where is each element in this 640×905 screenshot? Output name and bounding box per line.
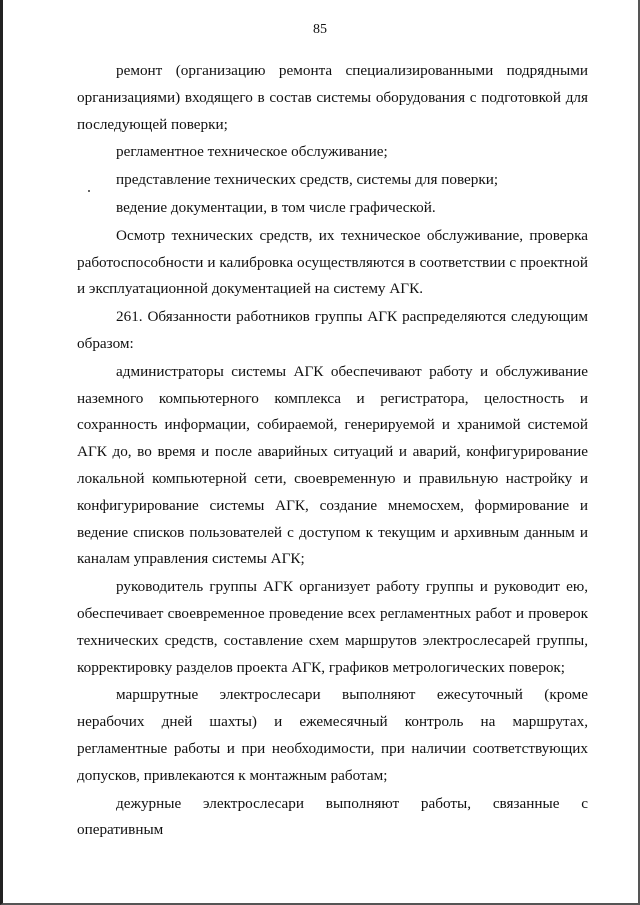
paragraph-route-electricians: маршрутные электрослесари выполняют ежесуточный (кроме нерабочих дней шахты) и ежемесячный контроль на маршрутах, регламентные работы и при необходимости, при наличии соответствующих допусков, привлекаются к монтажным работам;: [77, 686, 588, 784]
page-number: 85: [313, 22, 327, 37]
paragraph-261-duties: 261. Обязанности работников группы АГК распределяются следующим образом:: [77, 308, 588, 352]
paragraph-group-leader: руководитель группы АГК организует работу группы и руководит ею, обеспечивает своевременное проведение всех регламентных работ и проверок технических средств, составление схем маршрутов электрослесарей группы, корректировку разделов проекта АГК, графиков метрологических поверок;: [77, 578, 588, 676]
paragraph-inspection: Осмотр технических средств, их техническое обслуживание, проверка работоспособности и калибровка осуществляются в соответствии с проектной и эксплуатационной документацией на систему АГК.: [77, 226, 588, 298]
paragraph-duty-electricians: дежурные электрослесари выполняют работы, связанные с оперативным: [77, 794, 588, 839]
paragraph-verification: представление технических средств, системы для поверки;: [116, 171, 499, 189]
paragraph-maintenance: регламентное техническое обслуживание;: [116, 143, 388, 161]
paragraph-administrators: администраторы системы АГК обеспечивают работу и обслуживание наземного компьютерного комплекса и регистратора, целостность и сохранность информации, собираемой, генерируемой и хранимой системой АГК до, во время и после аварийных ситуаций и аварий, конфигурирование локальной компьютерной сети, своевременную и правильную настройку и конфигурирование системы АГК, создание мнемосхем, формирование и ведение списков пользователей с доступом к текущим и архивным данным и каналам управления системы АГК;: [77, 362, 588, 568]
paragraph-repair: ремонт (организацию ремонта специализированными подрядными организациями) входящего в состав системы оборудования с подготовкой для последующей поверки;: [77, 62, 588, 133]
page-body: [77, 58, 588, 844]
paragraph-documentation: ведение документации, в том числе графической.: [116, 198, 436, 216]
